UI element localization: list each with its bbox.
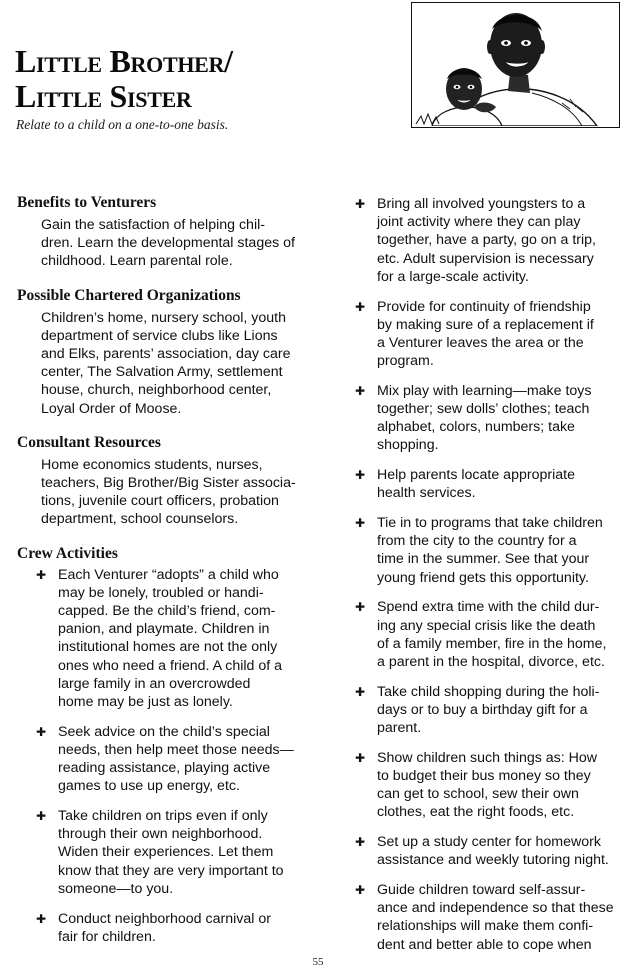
text-line: large family in an overcrowded	[58, 675, 251, 692]
text-line: alphabet, colors, numbers; take	[377, 419, 575, 436]
section-heading-benefits: Benefits to Venturers	[17, 194, 157, 211]
text-line: Conduct neighborhood carnival or	[58, 910, 271, 927]
cross-bullet-icon: ✚	[355, 516, 366, 531]
text-line: dent and better able to cope when	[377, 936, 592, 953]
text-line: a parent in the hospital, divorce, etc.	[377, 653, 605, 670]
text-line: by making sure of a replacement if	[377, 316, 594, 333]
cross-bullet-icon: ✚	[355, 684, 366, 699]
list-item	[353, 514, 623, 587]
section-heading-crew-activities: Crew Activities	[17, 544, 118, 562]
text-line: know that they are very important to	[58, 862, 284, 879]
list-item	[34, 807, 309, 898]
text-line: assistance and weekly tutoring night.	[377, 852, 609, 869]
text-line: Seek advice on the child’s special	[58, 723, 270, 740]
section-heading-chartered-organizations: Possible Chartered Organizations	[17, 286, 241, 304]
text-line: capped. Be the child’s friend, com-	[58, 603, 276, 620]
text-line: reading assistance, playing active	[58, 760, 271, 777]
list-item	[353, 466, 623, 502]
text-line: ones who need a friend. A child of a	[58, 657, 283, 674]
text-line: Help parents locate appropriate	[377, 467, 575, 484]
left-column	[17, 193, 309, 958]
text-line: Gain the satisfaction of helping chil-	[41, 217, 265, 233]
text-line: can get to school, sew their own	[377, 786, 579, 803]
text-line: childhood. Learn parental role.	[41, 253, 233, 270]
text-line: center, The Salvation Army, settlement	[41, 364, 283, 381]
text-line: health services.	[377, 485, 476, 502]
cross-bullet-icon: ✚	[36, 911, 47, 926]
text-line: a Venturer leaves the area or the	[377, 334, 584, 351]
text-line: teachers, Big Brother/Big Sister associa-	[41, 475, 296, 492]
list-item	[34, 723, 309, 796]
page-title	[15, 44, 233, 114]
text-line: together; sew dolls’ clothes; teach	[377, 401, 590, 418]
list-item	[353, 195, 623, 286]
section-benefits	[17, 193, 309, 271]
text-line: Provide for continuity of friendship	[377, 298, 591, 315]
text-line: panion, and playmate. Children in	[58, 621, 270, 638]
text-line: parent.	[377, 720, 422, 737]
text-line: Widen their experiences. Let them	[58, 844, 274, 861]
crew-activities-list-right	[353, 195, 623, 954]
text-line: Tie in to programs that take children	[377, 515, 603, 532]
cross-bullet-icon: ✚	[355, 600, 366, 615]
text-line: someone—to you.	[58, 880, 174, 897]
text-line: Spend extra time with the child dur-	[377, 599, 600, 616]
text-line: and Elks, parents’ association, day care	[41, 346, 291, 363]
list-item	[353, 382, 623, 455]
text-line: Take child shopping during the holi-	[377, 683, 600, 700]
section-chartered-organizations	[17, 286, 309, 418]
section-body-chartered-organizations	[41, 309, 309, 418]
text-line: relationships will make them confi-	[377, 918, 594, 935]
text-line: through their own neighborhood.	[58, 826, 263, 843]
text-line: shopping.	[377, 437, 439, 454]
man-and-child-illustration	[411, 2, 620, 128]
text-line: home may be just as lonely.	[58, 694, 233, 711]
text-line: Home economics students, nurses,	[41, 456, 263, 473]
list-item	[34, 910, 309, 946]
text-line: for a large-scale activity.	[377, 268, 529, 285]
text-line: joint activity where they can play	[377, 214, 581, 231]
text-line: Mix play with learning—make toys	[377, 382, 592, 399]
cross-bullet-icon: ✚	[36, 809, 47, 824]
list-item	[353, 683, 623, 738]
cross-bullet-icon: ✚	[355, 197, 366, 211]
text-line: Set up a study center for homework	[377, 834, 601, 851]
list-item	[353, 598, 623, 671]
text-line: young friend gets this opportunity.	[377, 569, 589, 586]
text-line: tions, juvenile court officers, probation	[41, 493, 279, 510]
section-crew-activities	[17, 544, 309, 946]
text-line: Take children on trips even if only	[58, 808, 268, 825]
text-line: department of service clubs like Lions	[41, 327, 278, 344]
section-heading-consultant-resources: Consultant Resources	[17, 433, 161, 451]
text-line: institutional homes are not the only	[58, 639, 278, 656]
text-line: Children’s home, nursery school, youth	[41, 309, 286, 326]
text-line: of a family member, fire in the home,	[377, 635, 607, 652]
cross-bullet-icon: ✚	[355, 883, 366, 897]
man-and-child-icon	[412, 3, 618, 126]
cross-bullet-icon: ✚	[36, 724, 47, 739]
crew-activities-list-left	[34, 566, 309, 946]
text-line: Each Venturer “adopts” a child who	[58, 566, 279, 583]
text-line: from the city to the country for a	[377, 533, 577, 550]
section-body-consultant-resources	[41, 456, 309, 529]
page-title-line-2: Little Sister	[15, 78, 192, 114]
section-consultant-resources	[17, 433, 309, 529]
text-line: Loyal Order of Moose.	[41, 400, 182, 417]
text-line: program.	[377, 353, 434, 370]
text-line: needs, then help meet those needs—	[58, 741, 294, 758]
cross-bullet-icon: ✚	[36, 567, 47, 582]
text-line: ing any special crisis like the death	[377, 617, 596, 634]
text-line: together, have a party, go on a trip,	[377, 232, 596, 249]
text-line: ance and independence so that these	[377, 900, 614, 917]
cross-bullet-icon: ✚	[355, 299, 366, 314]
list-item	[353, 833, 623, 869]
list-item	[353, 298, 623, 371]
cross-bullet-icon: ✚	[355, 468, 366, 483]
list-item	[34, 566, 309, 712]
text-line: Guide children toward self-assur-	[377, 882, 586, 898]
text-line: time in the summer. See that your	[377, 551, 590, 568]
text-line: games to use up energy, etc.	[58, 778, 240, 795]
text-line: days or to buy a birthday gift for a	[377, 701, 588, 718]
text-line: Bring all involved youngsters to a	[377, 196, 586, 212]
list-item	[353, 881, 623, 954]
list-item	[353, 749, 623, 822]
text-line: clothes, eat the right foods, etc.	[377, 804, 575, 821]
text-line: Show children such things as: How	[377, 749, 598, 766]
page-subtitle: Relate to a child on a one-to-one basis.	[16, 117, 229, 132]
page-title-line-1: Little Brother/	[15, 43, 233, 79]
text-line: may be lonely, troubled or handi-	[58, 584, 264, 601]
section-body-benefits	[41, 216, 309, 271]
text-line: to budget their bus money so they	[377, 767, 591, 784]
cross-bullet-icon: ✚	[355, 750, 366, 765]
text-line: house, church, neighborhood center,	[41, 382, 272, 399]
page-number: 55	[312, 956, 324, 968]
text-line: etc. Adult supervision is necessary	[377, 250, 594, 267]
text-line: department, school counselors.	[41, 511, 239, 528]
text-line: fair for children.	[58, 928, 156, 945]
text-line: dren. Learn the developmental stages of	[41, 235, 295, 252]
right-column	[353, 193, 623, 965]
cross-bullet-icon: ✚	[355, 383, 366, 398]
cross-bullet-icon: ✚	[355, 835, 366, 850]
